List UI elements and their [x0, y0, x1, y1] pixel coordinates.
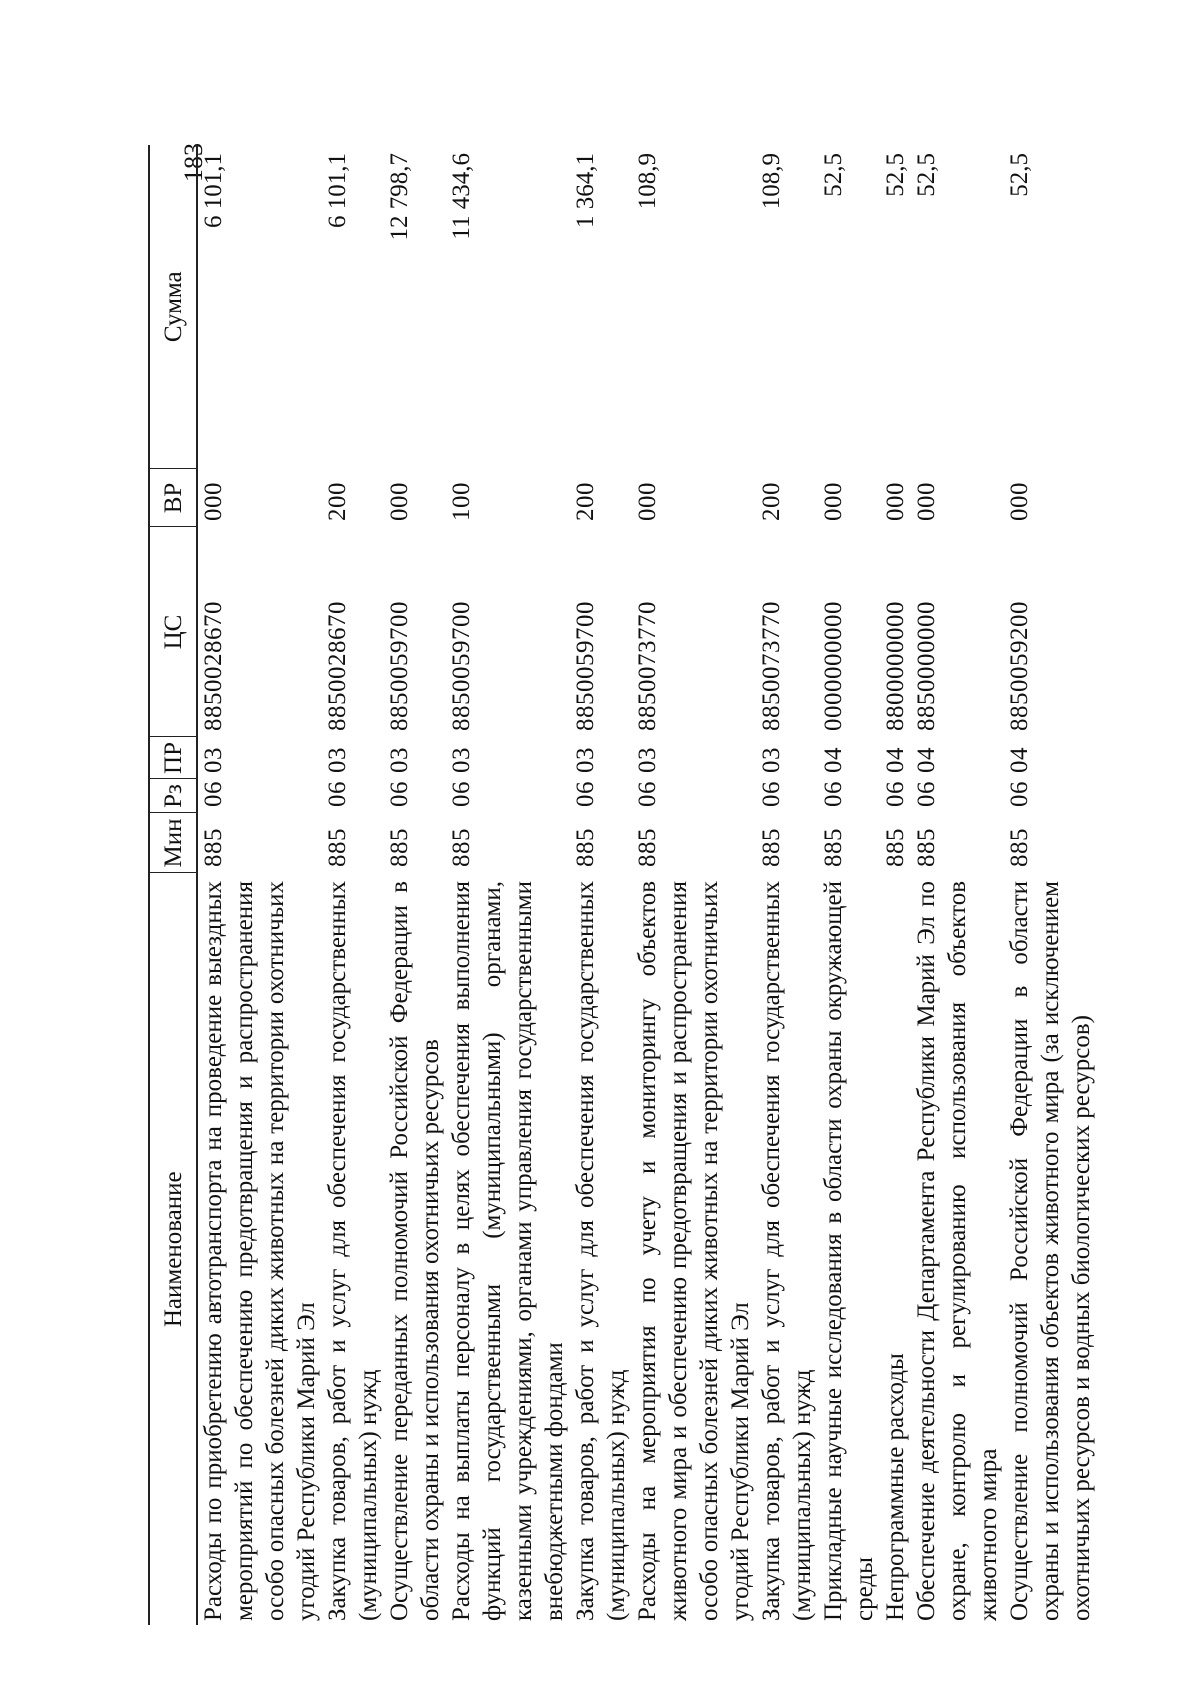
row-min: 885 [820, 828, 847, 867]
row-sum: 11 434,6 [448, 153, 475, 240]
page-number: 183 [179, 143, 208, 182]
table-row [570, 145, 632, 1625]
row-vr: 000 [1006, 482, 1033, 521]
row-rz: 06 [1006, 781, 1033, 807]
row-pr: 03 [572, 747, 599, 773]
row-cs: 8850059200 [1006, 601, 1033, 731]
row-name: Расходы на выплаты персоналу в целях обеспечения выполнения функций государственными (муниципальными) органами, казенными учреждениями, органами управления государственными внебюджетными фондами [448, 881, 568, 1621]
row-sum: 108,9 [758, 153, 785, 210]
table-header-row [149, 145, 197, 1625]
row-pr: 03 [448, 747, 475, 773]
row-vr: 000 [913, 482, 940, 521]
row-cs: 8850059700 [572, 601, 599, 731]
row-pr: 03 [634, 747, 661, 773]
table-row [446, 145, 570, 1625]
row-cs: 8850059700 [386, 601, 413, 731]
row-cs: 8850000000 [913, 601, 940, 731]
header-pr: ПР [149, 737, 197, 779]
row-cs: 8850028670 [200, 601, 227, 731]
row-pr: 03 [386, 747, 413, 773]
row-name: Прикладные научные исследования в области охраны окружающей среды [820, 881, 878, 1621]
row-min: 885 [913, 828, 940, 867]
row-rz: 06 [200, 781, 227, 807]
row-min: 885 [200, 828, 227, 867]
budget-table [148, 145, 1097, 1625]
row-cs: 8850059700 [448, 601, 475, 731]
row-rz: 06 [634, 781, 661, 807]
row-sum: 52,5 [882, 153, 909, 197]
row-sum: 108,9 [634, 153, 661, 210]
rotated-budget-sheet [148, 145, 1095, 1625]
row-sum: 1 364,1 [572, 153, 599, 228]
row-min: 885 [572, 828, 599, 867]
row-sum: 6 101,1 [324, 153, 351, 228]
row-cs: 8850073770 [634, 601, 661, 731]
row-min: 885 [882, 828, 909, 867]
row-cs: 8850028670 [324, 601, 351, 731]
row-cs: 8800000000 [882, 601, 909, 731]
row-rz: 06 [386, 781, 413, 807]
row-vr: 000 [882, 482, 909, 521]
row-cs: 8850073770 [758, 601, 785, 731]
row-pr: 04 [820, 747, 847, 773]
row-name: Расходы по приобретению автотранспорта на проведение выездных мероприятий по обеспечению предотвращения и распространения особо опасных болезней диких животных на территории охотничьих угодий Республики Марий Эл [200, 881, 320, 1621]
row-sum: 6 101,1 [200, 153, 227, 228]
table-row [911, 145, 1004, 1625]
row-pr: 03 [200, 747, 227, 773]
row-name: Непрограммные расходы [882, 1353, 909, 1621]
row-vr: 000 [820, 482, 847, 521]
table-row [818, 145, 880, 1625]
row-name: Обеспечение деятельности Департамента Республики Марий Эл по охране, контролю и регулированию использования объектов животного мира [913, 881, 1002, 1621]
table-row [632, 145, 756, 1625]
row-rz: 06 [882, 781, 909, 807]
row-rz: 06 [572, 781, 599, 807]
header-name: Наименование [149, 873, 197, 1625]
row-name: Осуществление переданных полномочий Российской Федерации в области охраны и использования охотничьих ресурсов [386, 881, 444, 1621]
row-name: Осуществление полномочий Российской Федерации в области охраны и использования объектов животного мира (за исключением охотничьих ресурсов и водных биологических ресурсов) [1006, 881, 1095, 1621]
row-min: 885 [386, 828, 413, 867]
row-pr: 04 [882, 747, 909, 773]
row-rz: 06 [448, 781, 475, 807]
row-min: 885 [758, 828, 785, 867]
row-sum: 52,5 [820, 153, 847, 197]
row-min: 885 [324, 828, 351, 867]
row-pr: 03 [758, 747, 785, 773]
header-rz: Рз [149, 779, 197, 813]
header-vr: ВР [149, 469, 197, 527]
row-sum: 52,5 [913, 153, 940, 197]
row-name: Закупка товаров, работ и услуг для обеспечения государственных (муниципальных) нужд [758, 881, 816, 1621]
row-name: Расходы на мероприятия по учету и мониторингу объектов животного мира и обеспечению предотвращения и распространения особо опасных болезней диких животных на территории охотничьих угодий Республики Марий Эл [634, 881, 754, 1621]
row-vr: 100 [448, 482, 475, 521]
row-pr: 04 [913, 747, 940, 773]
table-row [384, 145, 446, 1625]
header-min: Мин [149, 813, 197, 873]
row-vr: 000 [200, 482, 227, 521]
row-vr: 200 [758, 482, 785, 521]
header-sum: Сумма [149, 145, 197, 469]
row-min: 885 [448, 828, 475, 867]
row-rz: 06 [913, 781, 940, 807]
row-sum: 52,5 [1006, 153, 1033, 197]
row-vr: 200 [572, 482, 599, 521]
row-pr: 04 [1006, 747, 1033, 773]
row-vr: 000 [634, 482, 661, 521]
row-sum: 12 798,7 [386, 153, 413, 241]
row-rz: 06 [324, 781, 351, 807]
table-row [756, 145, 818, 1625]
table-row [880, 145, 911, 1625]
row-cs: 0000000000 [820, 601, 847, 731]
row-pr: 03 [324, 747, 351, 773]
table-row [197, 145, 322, 1625]
row-vr: 000 [386, 482, 413, 521]
row-rz: 06 [820, 781, 847, 807]
row-name: Закупка товаров, работ и услуг для обеспечения государственных (муниципальных) нужд [572, 881, 630, 1621]
row-name: Закупка товаров, работ и услуг для обеспечения государственных (муниципальных) нужд [324, 881, 382, 1621]
table-row [1004, 145, 1097, 1625]
row-rz: 06 [758, 781, 785, 807]
table-row [322, 145, 384, 1625]
row-min: 885 [634, 828, 661, 867]
header-cs: ЦС [149, 527, 197, 737]
row-min: 885 [1006, 828, 1033, 867]
row-vr: 200 [324, 482, 351, 521]
